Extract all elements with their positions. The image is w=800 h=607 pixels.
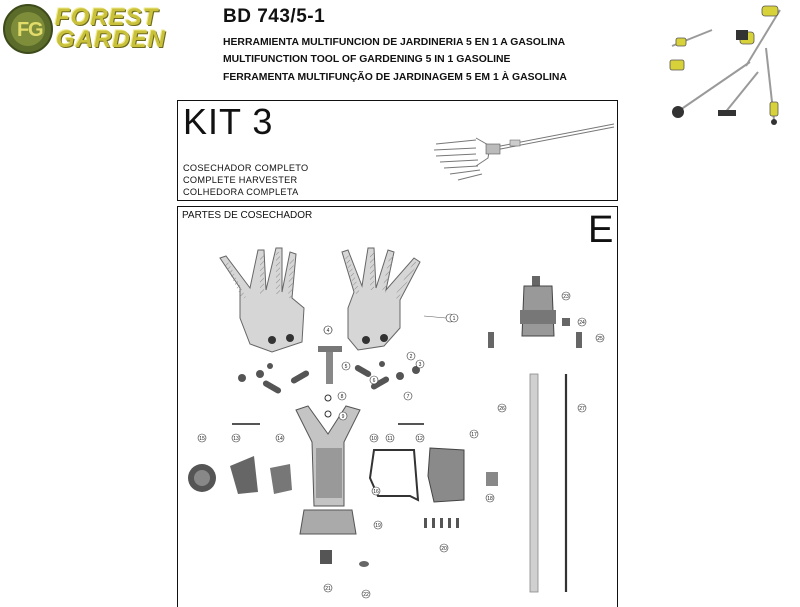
bevel-gear: [188, 464, 216, 492]
callout-number: 19: [375, 522, 381, 529]
callout-number: 27: [579, 405, 585, 412]
description-pt: FERRAMENTA MULTIFUNÇÃO DE JARDINAGEM 5 EM 1 À GASOLINA: [223, 72, 567, 83]
callout-number: 2: [409, 353, 413, 360]
kit-description-es: COSECHADOR COMPLETO: [183, 163, 309, 173]
callout-number: 22: [363, 591, 369, 598]
callout-number: 17: [471, 431, 477, 438]
callout-number: 6: [372, 377, 376, 384]
callout-number: 16: [373, 488, 379, 495]
comb-left: [220, 248, 304, 352]
screw-set: [424, 518, 459, 528]
callout-number: 11: [387, 435, 393, 442]
section-letter: E: [588, 209, 614, 251]
kit-title: KIT 3: [183, 101, 274, 142]
brand-name-line2: GARDEN: [56, 26, 167, 53]
kit-description-en: COMPLETE HARVESTER: [183, 175, 298, 185]
callout-number: 8: [340, 393, 344, 400]
callout-number: 4: [326, 327, 330, 334]
product-photo: [662, 2, 798, 128]
callout-number: 3: [418, 361, 422, 368]
callout-number: 5: [344, 363, 348, 370]
callout-number: 25: [597, 335, 603, 342]
callout-number: 26: [499, 405, 505, 412]
hardware-left: [238, 363, 310, 395]
callout-number: 13: [233, 435, 239, 442]
callout-number: 9: [341, 413, 345, 420]
description-en: MULTIFUNCTION TOOL OF GARDENING 5 IN 1 GASOLINE: [223, 54, 511, 65]
harvester-illustration: [430, 118, 616, 198]
callout-number: 21: [325, 585, 331, 592]
center-pin: [318, 346, 342, 384]
callout-number: 12: [417, 435, 423, 442]
model-number: BD 743/5-1: [223, 6, 326, 27]
gear-cover: [428, 448, 464, 502]
head-casting: [296, 406, 360, 534]
callout-number: 18: [487, 495, 493, 502]
callout-number: 24: [579, 319, 585, 326]
description-es: HERRAMIENTA MULTIFUNCION DE JARDINERIA 5 EN 1 A GASOLINA: [223, 37, 566, 48]
callout-number: 15: [199, 435, 205, 442]
callout-number: 14: [277, 435, 283, 442]
callout-number: 23: [563, 293, 569, 300]
brand-name-line1: FOREST: [55, 4, 159, 31]
bottom-fittings: [320, 550, 369, 567]
cam-plate: [270, 464, 292, 494]
exploded-parts-diagram: [178, 228, 616, 607]
kit-description-pt: COLHEDORA COMPLETA: [183, 187, 299, 197]
outer-tube: [530, 374, 538, 592]
svg-text:F: F: [17, 19, 30, 41]
small-nut: [486, 472, 498, 486]
hardware-right: [354, 361, 420, 391]
callout-number: 1: [452, 315, 456, 322]
logo-emblem: [2, 3, 58, 57]
callout-number: 10: [371, 435, 377, 442]
svg-text:G: G: [28, 19, 44, 41]
callout-number: 20: [441, 545, 447, 552]
callout-number: 7: [406, 393, 410, 400]
crank-plate: [230, 456, 258, 494]
comb-right: [342, 248, 420, 350]
shaft-housing: [488, 276, 582, 348]
parts-title: PARTES DE COSECHADOR: [182, 210, 313, 221]
